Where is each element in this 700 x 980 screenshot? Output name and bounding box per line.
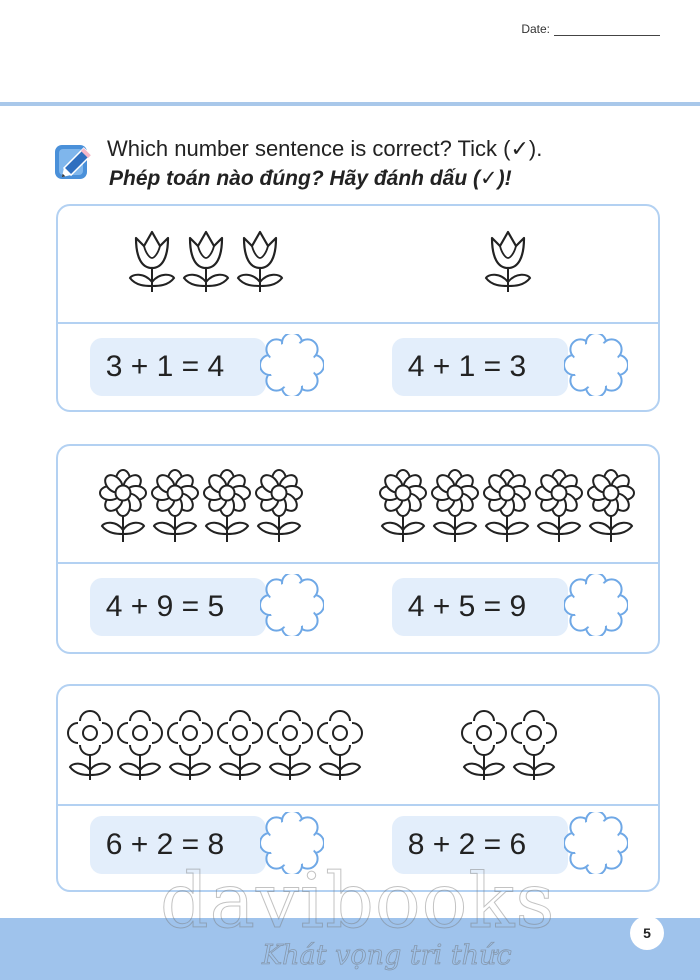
four-petal-flower-icon [460, 710, 508, 782]
card-divider [58, 804, 658, 806]
daisy-icon [378, 468, 428, 544]
daisy-icon [534, 468, 584, 544]
four-petal-flower-icon [166, 710, 214, 782]
exercise-card-1 [56, 204, 660, 412]
tick-box-right[interactable] [564, 574, 628, 636]
equation-pill-left [90, 578, 266, 636]
right-picture-group [460, 710, 558, 782]
scalloped-box-icon [260, 574, 324, 636]
tulip-icon [234, 228, 286, 296]
daisy-icon [430, 468, 480, 544]
instruction-english: Which number sentence is correct? Tick (✓). [107, 136, 543, 161]
card-divider [58, 322, 658, 324]
equation-right: 4 + 5 = 9 [407, 590, 527, 623]
four-petal-flower-icon [66, 710, 114, 782]
left-picture-group [98, 468, 304, 544]
daisy-icon [150, 468, 200, 544]
equation-right: 4 + 1 = 3 [407, 350, 527, 383]
tick-box-left[interactable] [260, 334, 324, 396]
equation-pill-right [392, 338, 568, 396]
header-divider [0, 102, 700, 106]
four-petal-flower-icon [216, 710, 264, 782]
equation-pill-right [392, 578, 568, 636]
date-input-line[interactable] [554, 25, 660, 36]
exercise-card-2 [56, 444, 660, 654]
date-field [521, 22, 660, 36]
card-divider [58, 562, 658, 564]
equation-right: 8 + 2 = 6 [407, 828, 527, 861]
equation-pill-left [90, 338, 266, 396]
scalloped-box-icon [260, 334, 324, 396]
left-picture-group [126, 228, 286, 296]
daisy-icon [202, 468, 252, 544]
instruction-vietnamese: Phép toán nào đúng? Hãy đánh dấu (✓)! [109, 167, 512, 190]
four-petal-flower-icon [116, 710, 164, 782]
scalloped-box-icon [564, 812, 628, 874]
tulip-icon [482, 228, 534, 296]
watermark-tagline: Khát vọng tri thức [262, 940, 512, 971]
tick-box-right[interactable] [564, 334, 628, 396]
equation-left: 3 + 1 = 4 [105, 350, 225, 383]
equation-left: 4 + 9 = 5 [105, 590, 225, 623]
scalloped-box-icon [564, 334, 628, 396]
four-petal-flower-icon [510, 710, 558, 782]
daisy-icon [586, 468, 636, 544]
daisy-icon [98, 468, 148, 544]
scalloped-box-icon [564, 574, 628, 636]
left-picture-group [66, 710, 364, 782]
tulip-icon [180, 228, 232, 296]
pencil-icon [54, 143, 94, 183]
four-petal-flower-icon [316, 710, 364, 782]
right-picture-group [378, 468, 636, 544]
four-petal-flower-icon [266, 710, 314, 782]
date-label: Date: [521, 22, 550, 36]
daisy-icon [254, 468, 304, 544]
tick-box-right[interactable] [564, 812, 628, 874]
watermark-logo: davibooks [160, 856, 556, 945]
right-picture-group [482, 228, 534, 296]
page-number: 5 [630, 916, 664, 950]
equation-left: 6 + 2 = 8 [105, 828, 225, 861]
daisy-icon [482, 468, 532, 544]
tulip-icon [126, 228, 178, 296]
tick-box-left[interactable] [260, 574, 324, 636]
